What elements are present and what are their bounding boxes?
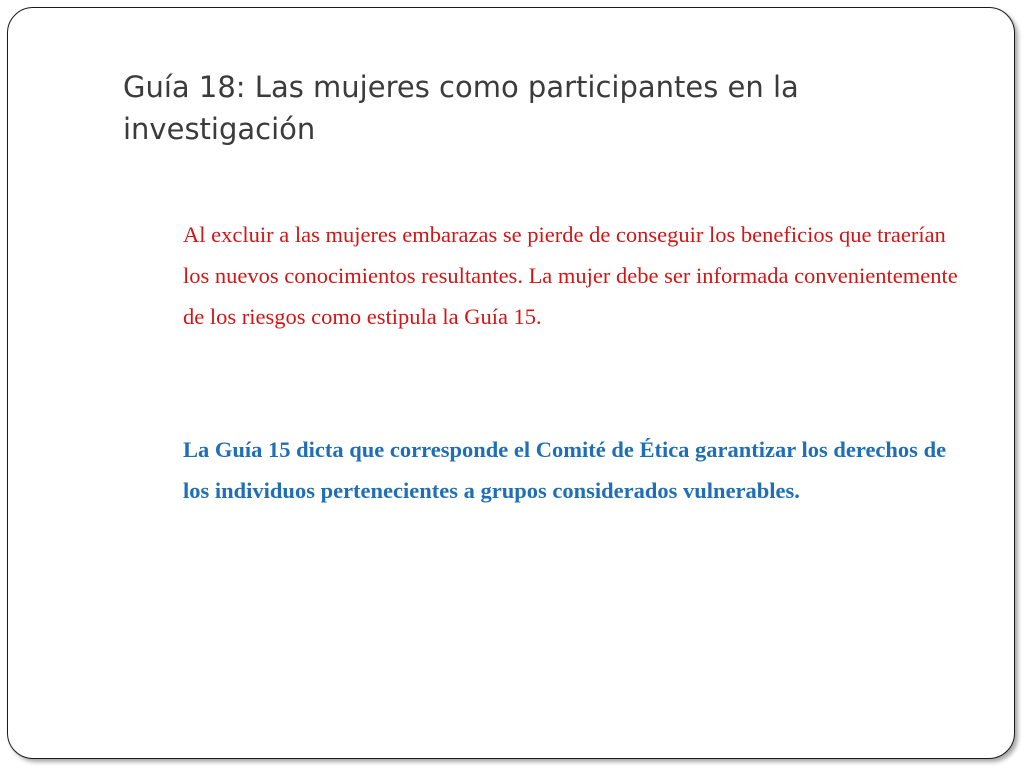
paragraph-pregnant-women-exclusion: Al excluir a las mujeres embarazas se pierde de conseguir los beneficios que traerían los nuevos conocimientos resultantes. La mujer debe ser informada convenientemente de los riesgos como estipula la Guía 15. (183, 222, 958, 329)
slide-title: Guía 18: Las mujeres como participantes en la investigación (123, 70, 799, 146)
paragraph-ethics-committee: La Guía 15 dicta que corresponde el Comité de Ética garantizar los derechos de los individuos pertenecientes a grupos considerados vulnerables. (183, 437, 947, 503)
slide-frame (7, 7, 1015, 759)
